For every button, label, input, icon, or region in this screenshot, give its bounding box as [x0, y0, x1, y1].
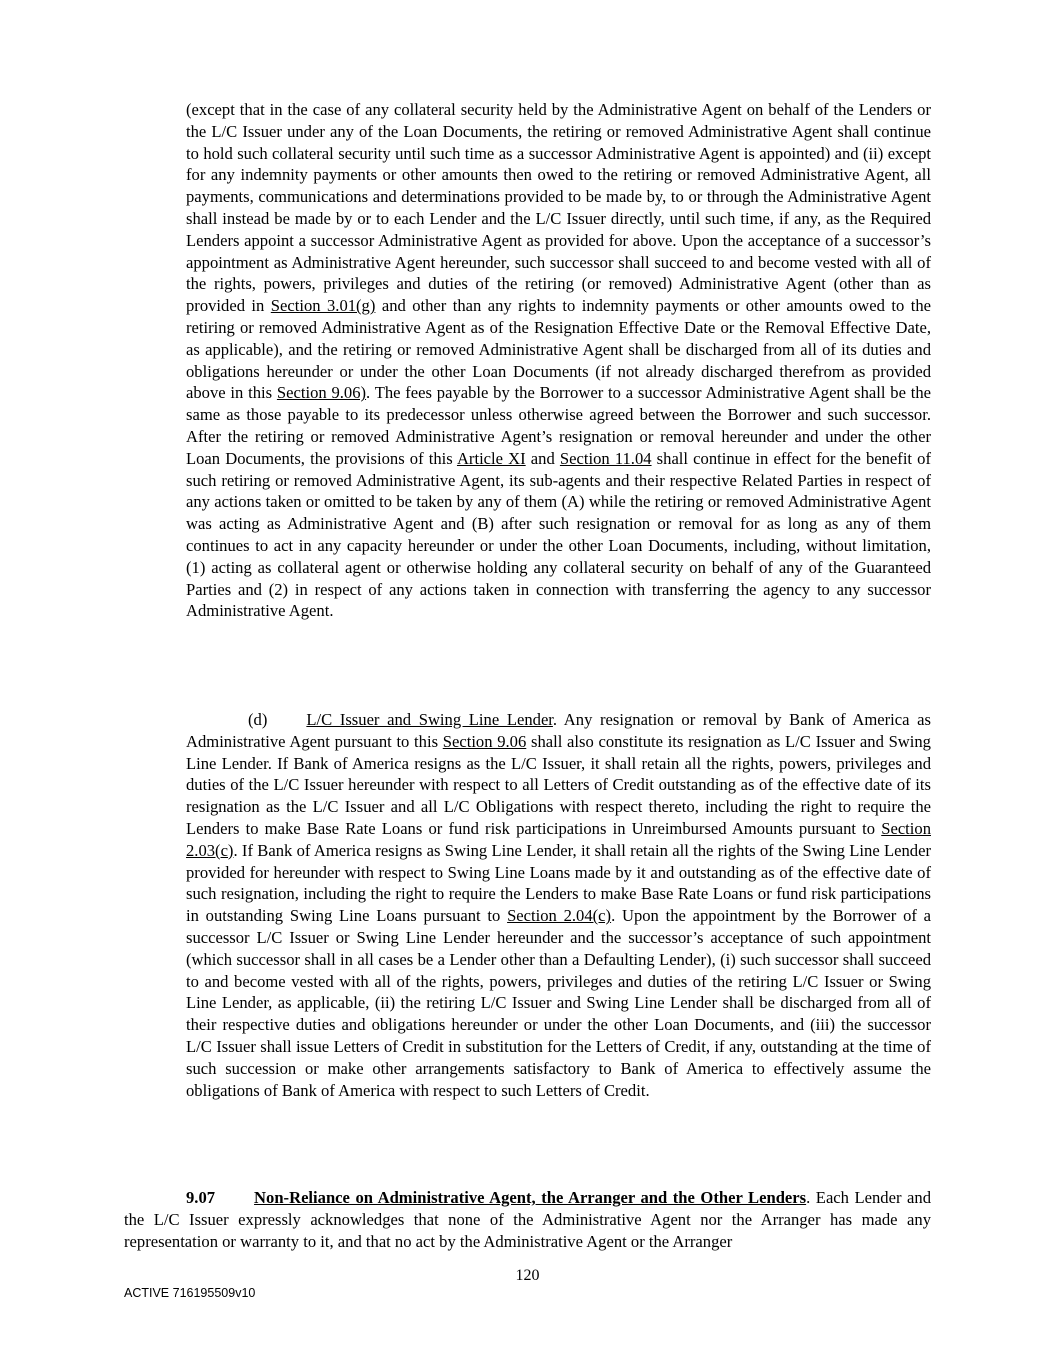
cross-reference-section-11-04: Section 11.04	[559, 448, 652, 468]
cross-reference-section-9-06: Section 9.06)	[276, 383, 367, 403]
text-run: . If Bank of America resigns as Swing Line Lender, it shall retain all the rights of the Swing Line Lender provided for hereunder with respect to Swing Line Loans made by it and outstanding as of the effective date of such resignation, including the right to require the Lenders to make Base Rate Loans or fund risk participations in outstanding Swing Line Loans pursuant to	[186, 840, 931, 926]
paragraph-label: (d)	[248, 710, 268, 729]
page-number: 120	[515, 1267, 540, 1284]
text-run: . Each Lender and the L/C Issuer expressly acknowledges that none of the Administrative Agent nor the Arranger has made any representation or warranty to it, and that no act by the Administrative Agent or the Arranger	[124, 1188, 931, 1251]
cross-reference-section-9-06: Section 9.06	[442, 731, 527, 751]
text-run: . Any resignation or removal by Bank of America as Administrative Agent pursuant to this	[186, 710, 931, 751]
text-run: . The fees payable by the Borrower to a successor Administrative Agent shall be the same as those payable to its predecessor unless otherwise agreed between the Borrower and such successor. After the retiring or removed Administrative Agent’s resignation or removal hereunder and under the other Loan Documents, the provisions of this	[186, 383, 932, 468]
text-run: . Upon the appointment by the Borrower of a successor L/C Issuer or Swing Line Lender hereunder and the successor’s acceptance of such appointment (which successor shall in all cases be a Lender other than a Defaulting Lender), (i) such successor shall succeed to and become vested with all of the rights, powers, privileges and duties of the retiring L/C Issuer or Swing Line Lender, as applicable, (ii) the retiring L/C Issuer and Swing Line Lender shall be discharged from all of their respective duties and obligations hereunder or under the other Loan Documents, and (iii) the successor L/C Issuer shall issue Letters of Credit in substitution for the Letters of Credit, if any, outstanding at the time of such succession or make other arrangements satisfactory to Bank of America to effectively assume the obligations of Bank of America with respect to such Letters of Credit.	[186, 906, 932, 1100]
paragraph-c-continuation	[186, 99, 931, 622]
section-heading: Non-Reliance on Administrative Agent, the Arranger and the Other Lenders	[254, 1188, 807, 1207]
text-run: (except that in the case of any collateral security held by the Administrative Agent on behalf of the Lenders or the L/C Issuer under any of the Loan Documents, the retiring or removed Administrative Agent shall continue to hold such collateral security until such time as a successor Administrative Agent is appointed) and (ii) except for any indemnity payments or other amounts then owed to the retiring or removed Administrative Agent, all payments, communications and determinations provided to be made by, to or through the Administrative Agent shall instead be made by or to each Lender and the L/C Issuer directly, until such time, if any, as the Required Lenders appoint a successor Administrative Agent as provided for above. Upon the acceptance of a successor’s appointment as Administrative Agent hereunder, such successor shall succeed to and become vested with all of the rights, powers, privileges and duties of the retiring (or removed) Administrative Agent (other than as provided in	[186, 100, 931, 316]
cross-reference-article-xi: Article XI	[456, 448, 526, 468]
cross-reference-section-3-01g: Section 3.01(g)	[270, 296, 376, 316]
section-number: 9.07	[186, 1188, 216, 1207]
text-run: shall continue in effect for the benefit of such retiring or removed Administrative Agent, its sub-agents and their respective Related Parties in respect of any actions taken or omitted to be taken by any of them (A) while the retiring or removed Administrative Agent was acting as Administrative Agent and (B) after such resignation or removal for as long as any of them continues to act in any capacity hereunder or under the other Loan Documents, including, without limitation, (1) acting as collateral agent or otherwise holding any collateral security on behalf of any of the Guaranteed Parties and (2) in respect of any actions taken in connection with transferring the agency to any successor Administrative Agent.	[186, 448, 931, 621]
cross-reference-section-2-04c: Section 2.04(c)	[507, 906, 612, 926]
section-9-07	[124, 1187, 931, 1252]
document-id-footer: ACTIVE 716195509v10	[124, 1286, 256, 1300]
paragraph-heading: L/C Issuer and Swing Line Lender	[306, 710, 553, 729]
text-run: shall also constitute its resignation as L/C Issuer and Swing Line Lender. If Bank of America resigns as the L/C Issuer, it shall retain all the rights, powers, privileges and duties of the L/C Issuer hereunder with respect to all Letters of Credit outstanding as of the effective date of its resignation as the L/C Issuer and all L/C Obligations with respect thereto, including the right to require the Lenders to make Base Rate Loans or fund risk participations in Unreimbursed Amounts pursuant to	[186, 731, 931, 838]
paragraph-d	[186, 709, 931, 1101]
text-run: and other than any rights to indemnity payments or other amounts owed to the retiring or removed Administrative Agent as of the Resignation Effective Date or the Removal Effective Date, as applicable), and the retiring or removed Administrative Agent shall be discharged from all of its duties and obligations hereunder or under the other Loan Documents (if not already discharged therefrom as provided above in this	[186, 296, 931, 403]
cross-reference-section-2-03c: Section 2.03(c)	[186, 818, 931, 860]
text-run: and	[525, 448, 560, 468]
